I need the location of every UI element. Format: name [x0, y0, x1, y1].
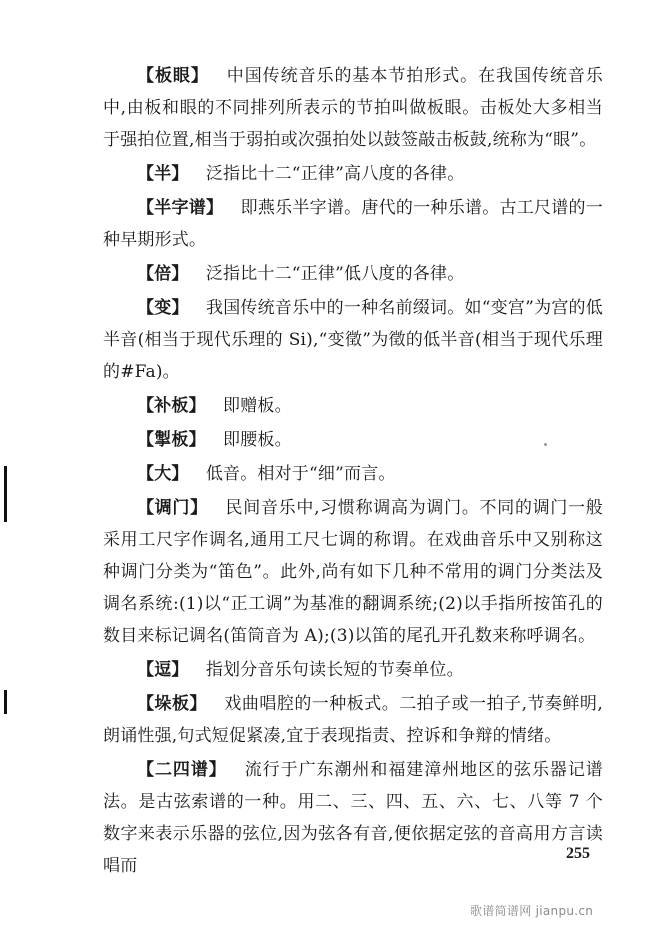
entry-definition: 我国传统音乐中的一种名前缀词。如“变宫”为宫的低半音(相当于现代乐理的 Si),“变徵”为徵的低半音(相当于现代乐理的#Fa)。: [103, 298, 603, 382]
entry-term: 【逗】: [137, 660, 189, 680]
page-number: 255: [566, 845, 590, 862]
glossary-entry: [103, 458, 603, 490]
glossary-entry: [103, 688, 603, 752]
glossary-entry: [103, 292, 603, 388]
entry-term: 【大】: [137, 464, 189, 484]
entry-definition: 即燕乐半字谱。唐代的一种乐谱。古工尺谱的一种早期形式。: [103, 198, 604, 250]
entry-term: 【倍】: [137, 264, 189, 284]
entry-definition: 泛指比十二“正律”低八度的各律。: [205, 264, 465, 284]
entry-definition: 指划分音乐句读长短的节奏单位。: [205, 660, 464, 680]
entry-definition: 中国传统音乐的基本节拍形式。在我国传统音乐中,由板和眼的不同排列所表示的节拍叫做板眼。击板处大多相当于强拍位置,相当于弱拍或次强拍处以鼓签敲击板鼓,统称为“眼”。: [103, 66, 603, 150]
entry-term: 【掣板】: [137, 430, 206, 450]
entry-definition: 低音。相对于“细”而言。: [205, 464, 396, 484]
glossary-entry: [103, 654, 603, 686]
entry-definition: 流行于广东潮州和福建漳州地区的弦乐器记谱法。是古弦索谱的一种。用二、三、四、五、六、七、八等 7 个数字来表示乐器的弦位,因为弦各有音,便依据定弦的音高用方言读唱而: [103, 760, 604, 876]
entry-definition: 民间音乐中,习惯称调高为调门。不同的调门一般采用工尺字作调名,通用工尺七调的称谓。在戏曲音乐中又别称这种调门分类为“笛色”。此外,尚有如下几种不常用的调门分类法及调名系统:(1)以“正工调”为基准的翻调系统;(2)以手指所按笛孔的数目来标记调名(笛筒音为 A);(3)以笛的尾孔开孔数来称呼调名。: [103, 498, 603, 646]
glossary-entry: [103, 492, 603, 652]
glossary-entry: [103, 60, 603, 156]
glossary-entries: [103, 60, 603, 884]
glossary-entry: [103, 754, 603, 882]
entry-term: 【变】: [137, 298, 189, 318]
scan-speck: [544, 443, 547, 446]
entry-term: 【调门】: [137, 498, 208, 518]
glossary-entry: [103, 424, 603, 456]
scan-margin-mark: [4, 690, 7, 714]
glossary-entry: [103, 390, 603, 422]
entry-term: 【板眼】: [137, 66, 209, 86]
entry-term: 【二四谱】: [137, 760, 227, 780]
entry-definition: 即赠板。: [223, 396, 292, 416]
entry-term: 【补板】: [137, 396, 206, 416]
entry-definition: 泛指比十二“正律”高八度的各律。: [205, 164, 465, 184]
entry-definition: 戏曲唱腔的一种板式。二拍子或一拍子,节奏鲜明,朗诵性强,句式短促紧凑,宜于表现指责、控诉和争辩的情绪。: [103, 694, 603, 746]
entry-term: 【半字谱】: [137, 198, 224, 218]
site-watermark: 歌谱简谱网 jianpu.cn: [470, 904, 594, 918]
glossary-entry: [103, 158, 603, 190]
glossary-entry: [103, 192, 603, 256]
entry-term: 【垛板】: [137, 694, 207, 714]
entry-definition: 即腰板。: [223, 430, 292, 450]
scan-margin-mark: [4, 466, 7, 522]
glossary-entry: [103, 258, 603, 290]
entry-term: 【半】: [137, 164, 189, 184]
